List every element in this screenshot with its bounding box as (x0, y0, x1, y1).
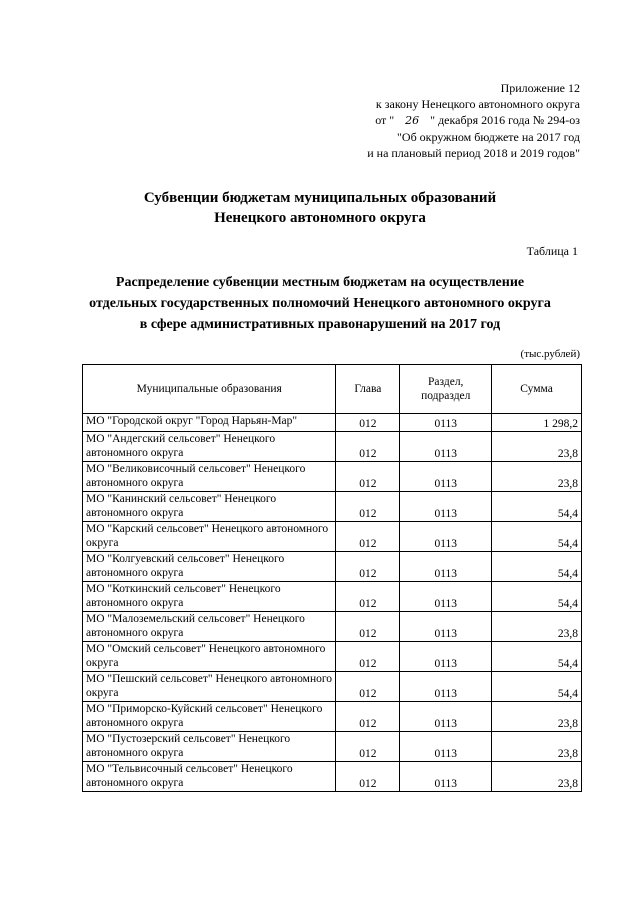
table-body (83, 414, 582, 792)
sum-value: 54,4 (492, 642, 582, 672)
municipality-name: МО "Пустозерский сельсовет" Ненецкого автономного округа (83, 732, 336, 762)
section-code: 0113 (400, 552, 492, 582)
appendix-law-title-2: и на плановый период 2018 и 2019 годов" (367, 146, 580, 160)
appendix-law: к закону Ненецкого автономного округа (375, 97, 580, 111)
table-row (83, 462, 582, 492)
chapter-code: 012 (336, 414, 400, 432)
table-row (83, 732, 582, 762)
municipality-name: МО "Карский сельсовет" Ненецкого автономного округа (83, 522, 336, 552)
table-header-row (83, 365, 582, 414)
chapter-code: 012 (336, 432, 400, 462)
municipality-name: МО "Приморско-Куйский сельсовет" Ненецкого автономного округа (83, 702, 336, 732)
table-title: Распределение субвенции местным бюджетам на осуществление отдельных государственных полномочий Ненецкого автономного округа в сфере административных правонарушений на 2017 год (89, 275, 551, 332)
chapter-code: 012 (336, 492, 400, 522)
table-row (83, 612, 582, 642)
chapter-code: 012 (336, 462, 400, 492)
sum-value: 1 298,2 (492, 414, 582, 432)
table-row (83, 492, 582, 522)
section-code: 0113 (400, 672, 492, 702)
chapter-code: 012 (336, 522, 400, 552)
header-municipality: Муниципальные образования (83, 365, 336, 414)
header-chapter: Глава (336, 365, 400, 414)
chapter-code: 012 (336, 702, 400, 732)
municipality-name: МО "Тельвисочный сельсовет" Ненецкого автономного округа (83, 762, 336, 792)
appendix-date: от " 26 " декабря 2016 года № 294-оз (375, 113, 580, 127)
section-code: 0113 (400, 414, 492, 432)
table-row (83, 642, 582, 672)
municipality-name: МО "Омский сельсовет" Ненецкого автономного округа (83, 642, 336, 672)
header-sum: Сумма (492, 365, 582, 414)
section-code: 0113 (400, 702, 492, 732)
subsidy-table (82, 364, 582, 792)
units-label: (тыс.рублей) (520, 348, 580, 360)
sum-value: 54,4 (492, 582, 582, 612)
chapter-code: 012 (336, 642, 400, 672)
municipality-name: МО "Великовисочный сельсовет" Ненецкого автономного округа (83, 462, 336, 492)
sum-value: 54,4 (492, 552, 582, 582)
table-number: Таблица 1 (526, 244, 578, 258)
table-row (83, 414, 582, 432)
municipality-name: МО "Колгуевский сельсовет" Ненецкого автономного округа (83, 552, 336, 582)
chapter-code: 012 (336, 762, 400, 792)
appendix-law-title-1: "Об окружном бюджете на 2017 год (397, 130, 580, 144)
sum-value: 23,8 (492, 762, 582, 792)
section-code: 0113 (400, 522, 492, 552)
sum-value: 23,8 (492, 462, 582, 492)
table-row (83, 762, 582, 792)
table-row (83, 582, 582, 612)
appendix-reference (367, 80, 580, 161)
municipality-name: МО "Малоземельский сельсовет" Ненецкого автономного округа (83, 612, 336, 642)
table-row (83, 672, 582, 702)
table-row (83, 432, 582, 462)
municipality-name: МО "Канинский сельсовет" Ненецкого автономного округа (83, 492, 336, 522)
table-row (83, 702, 582, 732)
chapter-code: 012 (336, 672, 400, 702)
sum-value: 23,8 (492, 732, 582, 762)
appendix-number: Приложение 12 (500, 81, 580, 95)
municipality-name: МО "Городской округ "Город Нарьян-Мар" (83, 414, 336, 432)
sum-value: 54,4 (492, 522, 582, 552)
sum-value: 23,8 (492, 432, 582, 462)
municipality-name: МО "Андегский сельсовет" Ненецкого автономного округа (83, 432, 336, 462)
sum-value: 54,4 (492, 672, 582, 702)
sum-value: 23,8 (492, 612, 582, 642)
table-row (83, 552, 582, 582)
handwritten-day: 26 (405, 114, 420, 127)
header-section: Раздел, подраздел (400, 365, 492, 414)
chapter-code: 012 (336, 612, 400, 642)
municipality-name: МО "Коткинский сельсовет" Ненецкого автономного округа (83, 582, 336, 612)
chapter-code: 012 (336, 582, 400, 612)
municipality-name: МО "Пешский сельсовет" Ненецкого автономного округа (83, 672, 336, 702)
chapter-code: 012 (336, 732, 400, 762)
section-code: 0113 (400, 732, 492, 762)
document-title: Субвенции бюджетам муниципальных образований Ненецкого автономного округа (143, 190, 497, 226)
section-code: 0113 (400, 762, 492, 792)
section-code: 0113 (400, 462, 492, 492)
section-code: 0113 (400, 492, 492, 522)
section-code: 0113 (400, 642, 492, 672)
section-code: 0113 (400, 432, 492, 462)
chapter-code: 012 (336, 552, 400, 582)
section-code: 0113 (400, 582, 492, 612)
table-row (83, 522, 582, 552)
sum-value: 23,8 (492, 702, 582, 732)
sum-value: 54,4 (492, 492, 582, 522)
section-code: 0113 (400, 612, 492, 642)
